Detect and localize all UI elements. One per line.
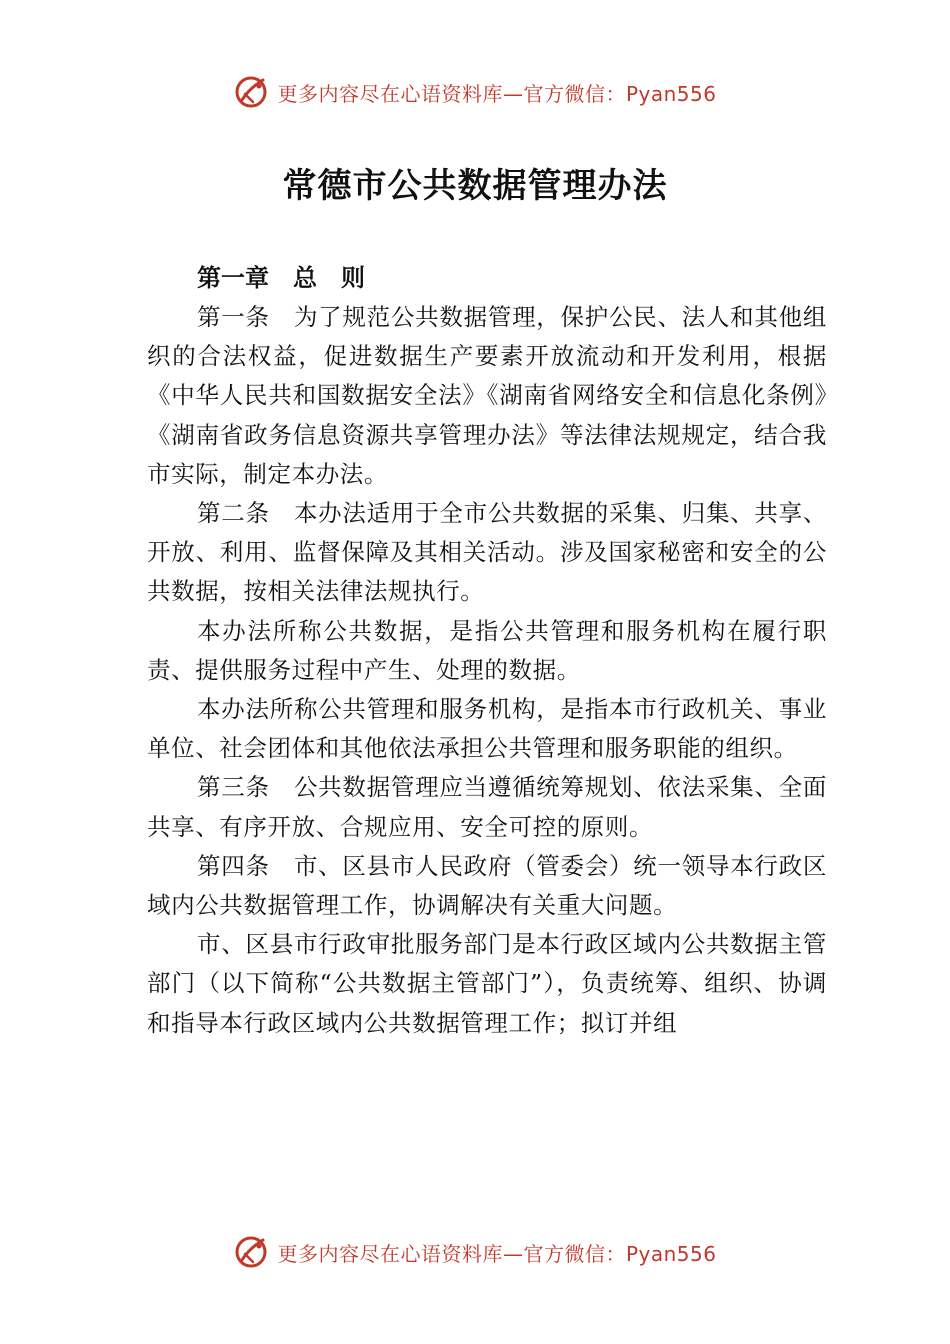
brush-circle-logo-icon [233,74,269,110]
article-1: 第一条 为了规范公共数据管理，保护公民、法人和其他组织的合法权益，促进数据生产要素开放流动和开发利用，根据《中华人民共和国数据安全法》《湖南省网络安全和信息化条例》《湖南省政务信息资源共享管理办法》等法律法规规定，结合我市实际，制定本办法。 [147,303,827,488]
article-3: 第三条 公共数据管理应当遵循统筹规划、依法采集、全面共享、有序开放、合规应用、安全可控的原则。 [147,773,827,841]
watermark-footer [0,1230,950,1274]
article-4-paragraph-2: 市、区县市行政审批服务部门是本行政区域内公共数据主管部门（以下简称“公共数据主管部门”），负责统筹、组织、协调和指导本行政区域内公共数据管理工作；拟订并组 [147,930,827,1037]
definition-public-data: 本办法所称公共数据，是指公共管理和服务机构在履行职责、提供服务过程中产生、处理的数据。 [147,616,827,684]
document-body [147,258,827,1043]
watermark-text: 更多内容尽在心语资料库—官方微信：Pyan556 [277,81,717,106]
watermark-header [0,70,950,114]
document-title: 常德市公共数据管理办法 [282,166,668,206]
brush-circle-logo-icon [233,1234,269,1270]
article-4: 第四条 市、区县市人民政府（管委会）统一领导本行政区域内公共数据管理工作，协调解决有关重大问题。 [147,851,827,920]
article-2: 第二条 本办法适用于全市公共数据的采集、归集、共享、开放、利用、监督保障及其相关活动。涉及国家秘密和安全的公共数据，按相关法律法规执行。 [147,499,827,606]
watermark-text: 更多内容尽在心语资料库—官方微信：Pyan556 [277,1241,717,1266]
definition-public-institutions: 本办法所称公共管理和服务机构，是指本市行政机关、事业单位、社会团体和其他依法承担公共管理和服务职能的组织。 [147,695,827,763]
chapter-heading: 第一章 总 则 [197,264,365,292]
